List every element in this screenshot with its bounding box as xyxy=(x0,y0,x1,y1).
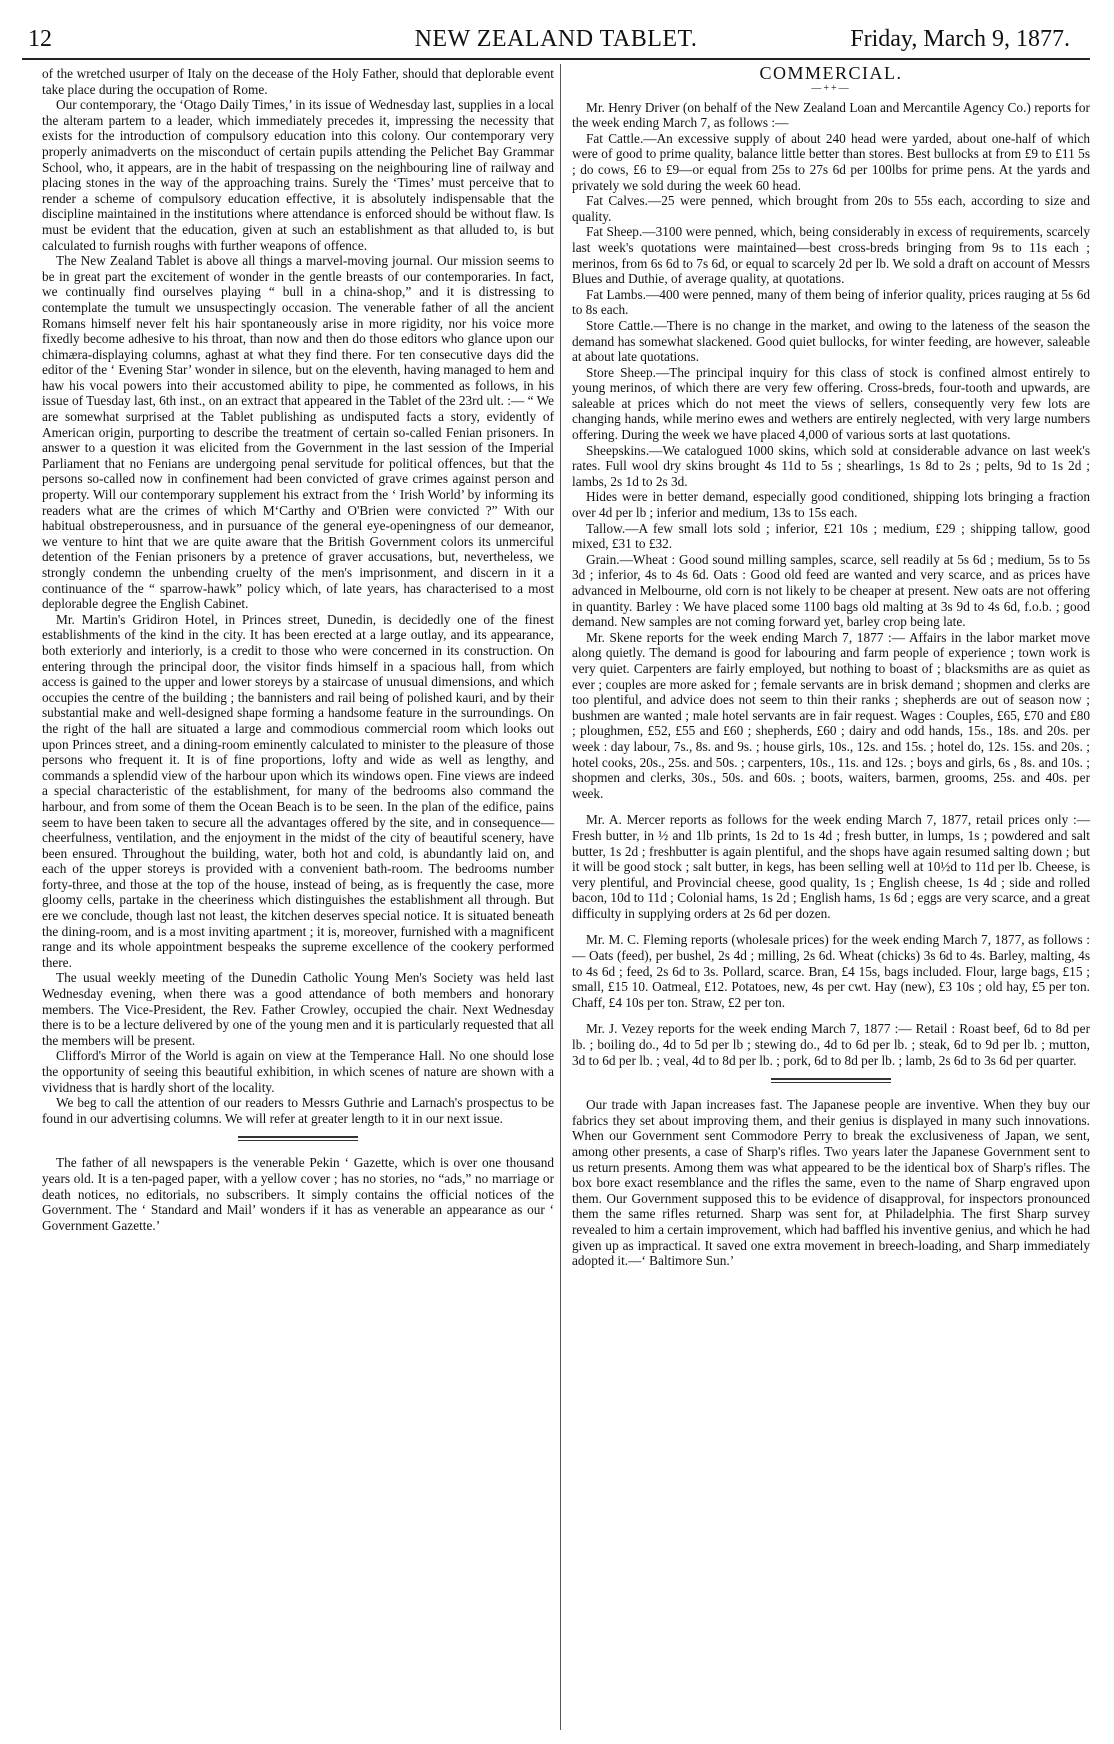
newspaper-page xyxy=(22,18,1090,1734)
paragraph-tablet-marvel: The New Zealand Tablet is above all things a marvel-moving journal. Our mission seems to be in great part the excitement of wonder in the gentle breasts of our contemporaries. In fact, we continually find ourselves playing “ bull in a china-shop,” and it is distressing to contemplate the tumult we unsuspectingly occasion. The venerable father of all the ancient Romans himself never felt his hair spontaneously arise in more rigidity, nor his voice more fixedly become adhesive to his throat, than now and then do those editors who glance upon our chimæra-displaying columns, aghast at what they find there. For ten consecutive days did the editor of the ‘ Evening Star’ wonder in silence, but on the eleventh, having managed to hem and haw his vocal powers into their accustomed ability to pipe, he commented as follows, in his issue of Tuesday last, 6th inst., on an extract that appeared in the Tablet of the 23rd ult. :— “ We are somewhat surprised at the Tablet publishing as undisputed facts a story, evidently of American origin, purporting to describe the treatment of certain so-called Fenian prisoners. In answer to a question it was elicited from the Government in the last session of the Imperial Parliament that no Fenians are undergoing penal servitude for political offences, but that the persons so-called now in confinement had been convicted of grave crimes against person and property. Will our contemporary supplement his extract from the ‘ Irish World’ by informing its readers what are the crimes of which M‘Carthy and O'Brien were convicted ?” With our habitual obstreperousness, and in pursuance of the general eye-openingness of our demeanor, we venture to hint that we are quite aware that the British Government colors its unmerciful detention of the Fenian prisoners by a pretence of graver accusations, but, nevertheless, we strongly condemn the unbending cruelty of the men's imprisonment, and discern in it a continuance of the “ sparrow-hawk” policy which, of late years, has characterised to a most deplorable degree the English Cabinet. xyxy=(42,253,554,612)
report-grain: Grain.—Wheat : Good sound milling samples, scarce, sell readily at 5s 6d ; medium, 5s to 5s 3d ; inferior, 4s to 4s 6d. Oats : Good old feed are wanted and very scarce, and as prices have advanced in Melbourne, old corn is not likely to be cheaper at present. New oats are not offering in quantity. Barley : We have placed some 1100 bags old malting at 3s 9d to 4s 6d, f.o.b. ; good demand. New samples are not coming forward yet, barley crop being late. xyxy=(572,551,1090,630)
spacer xyxy=(572,921,1090,932)
report-tallow: Tallow.—A few small lots sold ; inferior, £21 10s ; medium, £29 ; shipping tallow, good mixed, £31 to £32. xyxy=(572,520,1090,552)
paragraph-pekin-gazette: The father of all newspapers is the venerable Pekin ‘ Gazette, which is over one thousand years old. It is a ten-paged paper, with a yellow cover ; has no stories, no “ads,” no marriage or death notices, no editorials, no subscribers. It simply contains the official notices of the Government. The ‘ Standard and Mail’ wonders if it has as venerable an appearance as our ‘ Government Gazette.’ xyxy=(42,1155,554,1233)
issue-date: Friday, March 9, 1877. xyxy=(850,26,1070,52)
spacer xyxy=(572,1010,1090,1021)
page-number: 12 xyxy=(28,26,52,52)
report-mercer-retail: Mr. A. Mercer reports as follows for the week ending March 7, 1877, retail prices only :—Fresh butter, in ½ and 1lb prints, 1s 2d to 1s 4d ; fresh butter, in lumps, 1s ; powdered and salt butter, 1s 2d ; freshbutter is again plentiful, and the shops have again resumed salting down ; but it will be good stock ; salt butter, in kegs, has been selling well at 10½d to 11d per lb. Cheese, is very plentiful, and Provincial cheese, good quality, 1s ; English cheese, 1s 4d ; side and rolled bacon, 10d to 11d ; Colonial hams, 1s 2d ; English hams, 1s 6d ; eggs are very scarce, and a great difficulty in supplying orders at 2s 6d per dozen. xyxy=(572,812,1090,921)
right-column xyxy=(572,63,1090,1269)
report-fat-sheep: Fat Sheep.—3100 were penned, which, being considerably in excess of requirements, scarcely last week's quotations were maintained—best cross-breds bringing from 9s to 11s each ; merinos, from 6s 6d to 7s 6d, or equal to scarcely 2d per lb. We sold a draft on account of Messrs Blues and Duthie, of average quality, at quotations. xyxy=(572,224,1090,287)
report-store-sheep: Store Sheep.—The principal inquiry for this class of stock is confined almost entirely to young merinos, of which there are very few offering. Cross-breds, four-tooth and upwards, are saleable at prices which do not meet the views of sellers, consequently very few lots are changing hands, while merino ewes and wethers are entirely neglected, with very large numbers offering. During the week we have placed 4,000 of various sorts at last quotations. xyxy=(572,364,1090,443)
section-rule xyxy=(238,1136,358,1141)
report-fat-cattle: Fat Cattle.—An excessive supply of about 240 head were yarded, about one-half of which were of good to prime quality, balance little better than stores. Best bullocks at from £9 to £11 5s ; do cows, £6 to £9—or equal from 25s to 27s 6d per 100lbs for prime pens. At the yards and privately we sold during the week 60 head. xyxy=(572,130,1090,193)
section-rule xyxy=(771,1078,891,1083)
paragraph-cliffords-mirror: Clifford's Mirror of the World is again on view at the Temperance Hall. No one should lose the opportunity of seeing this beautiful exhibition, in which scenes of nature are shown with a vividness that is hardly short of the locality. xyxy=(42,1048,554,1095)
report-fat-lambs: Fat Lambs.—400 were penned, many of them being of inferior quality, prices rauging at 5s 6d to 8s each. xyxy=(572,286,1090,318)
paragraph-japan-trade: Our trade with Japan increases fast. The Japanese people are inventive. When they buy our fabrics they set about improving them, and their genius is displayed in many such innovations. When our Government sent Commodore Perry to break the exclusiveness of Japan, we sent, among other presents, a case of Sharp's rifles. Two years later the Japanese Government sent to us return presents. Among them was what appeared to be the identical box of Sharp's rifles. The box bore exact resemblance and the rifles the same, even to the name of Sharp engraved upon them. Our Government supposed this to be evidence of disapproval, for inspectors pronounced them the same rifles returned. Sharp was sent for, at Philadelphia. The first Sharp survey revealed to him a certain improvement, which had baffled his inventive genius, and which he had given up as impractical. It saved one extra movement in breech-loading, and Sharp immediately adopted it.—‘ Baltimore Sun.’ xyxy=(572,1097,1090,1269)
paragraph-rome-continuation: of the wretched usurper of Italy on the decease of the Holy Father, should that deplorable event take place during the occupation of Rome. xyxy=(42,66,554,97)
report-driver-intro: Mr. Henry Driver (on behalf of the New Zealand Loan and Mercantile Agency Co.) reports for the week ending March 7, as follows :— xyxy=(572,99,1090,131)
report-store-cattle: Store Cattle.—There is no change in the market, and owing to the lateness of the season the demand has somewhat slackened. Good quiet bullocks, for winter feeding, are however, saleable at about late quotations. xyxy=(572,317,1090,365)
report-vezey-meat: Mr. J. Vezey reports for the week ending March 7, 1877 :— Retail : Roast beef, 6d to 8d per lb. ; boiling do., 4d to 5d per lb ; stewing do., 4d to 6d per lb. ; steak, 6d to 9d per lb. ; mutton, 3d to 6d per lb. ; veal, 4d to 8d per lb. ; pork, 6d to 8d per lb. ; lamb, 2s 6d to 3s 6d per quarter. xyxy=(572,1021,1090,1068)
paragraph-young-mens-society: The usual weekly meeting of the Dunedin Catholic Young Men's Society was held last Wednesday evening, when there was a good attendance of both members and honorary members. The Vice-President, the Rev. Father Crowley, occupied the chair. Next Wednesday there is to be a lecture delivered by one of the young men and it is particularly requested that all the members will be present. xyxy=(42,970,554,1048)
left-column xyxy=(42,66,554,1233)
report-fat-calves: Fat Calves.—25 were penned, which brought from 20s to 55s each, according to size and quality. xyxy=(572,193,1090,224)
commercial-heading: COMMERCIAL. xyxy=(759,63,903,83)
report-sheepskins: Sheepskins.—We catalogued 1000 skins, which sold at considerable advance on last week's rates. Full wool dry skins brought 4s 11d to 5s ; shearlings, 1s 8d to 2s ; pelts, 9d to 1s 2d ; lambs, 2s 1d to 2s 3d. xyxy=(572,442,1090,489)
column-divider xyxy=(560,64,561,1730)
report-hides: Hides were in better demand, especially good conditioned, shipping lots bringing a fraction over 4d per lb ; inferior and medium, 13s to 15s each. xyxy=(572,489,1090,521)
paragraph-guthrie-larnach: We beg to call the attention of our readers to Messrs Guthrie and Larnach's prospectus to be found in our advertising columns. We will refer at greater length to it in our next issue. xyxy=(42,1095,554,1126)
publication-title: NEW ZEALAND TABLET. xyxy=(414,26,698,52)
masthead xyxy=(22,18,1090,60)
report-fleming-wholesale: Mr. M. C. Fleming reports (wholesale prices) for the week ending March 7, 1877, as follows : — Oats (feed), per bushel, 2s 4d ; milling, 2s 6d. Wheat (chicks) 3s 6d to 4s. Barley, malting, 4s to 4s 6d ; feed, 2s 6d to 3s. Pollard, scarce. Bran, £4 15s, bags included. Flour, large bags, £15 ; small, £15 10. Oatmeal, £12. Potatoes, new, 4s per cwt. Hay (new), £3 10s ; old hay, £5 per ton. Chaff, £4 10s per ton. Straw, £2 per ton. xyxy=(572,932,1090,1010)
paragraph-otago-daily-times: Our contemporary, the ‘Otago Daily Times,’ in its issue of Wednesday last, supplies in a local the alteram partem to a leader, which immediately precedes it, impressing the necessity that exists for the introduction of compulsory education into this colony. Our contemporary very properly animadverts on the misconduct of certain pupils attending the Pelichet Bay Grammar School, who, it appears, are in the habit of trespassing on the neighbouring line of railway and placing stones in the way of the approaching trains. Surely the ‘Times’ must perceive that to render a scheme of compulsory education effective, it is absolutely indispensable that the discipline maintained in the institutions where attendance is enforced should be without flaw. Is must be evident that the education, given at such an establishment as that alluded to, is but calculated to furnish roughs with further weapons of offence. xyxy=(42,97,554,253)
heading-ornament: —++— xyxy=(811,82,851,94)
paragraph-gridiron-hotel: Mr. Martin's Gridiron Hotel, in Princes street, Dunedin, is decidedly one of the finest establishments of the kind in the city. It has been erected at a large outlay, and its appearance, both exteriorly and interiorly, is a credit to those who were concerned in its construction. On entering through the principal door, the visitor finds himself in a spacious hall, from which access is gained to the upper and lower storeys by a staircase of unusual dimensions, and which occupies the centre of the building ; the bannisters and rail being of polished kauri, and by their substantial make and well-designed shape forming a handsome feature in the surroundings. On the right of the hall are situated a large and commodious commercial room which looks out upon Princes street, and a dining-room eminently calculated to minister to the pleasure of those persons who frequent it. It is of fine proportions, lofty and wide as well as lengthy, and commands a splendid view of the harbour upon which its windows open. Fine views are indeed a special characteristic of the establishment, for many of the bedrooms also command the harbour, and from some of them the Ocean Beach is to be seen. In the plan of the edifice, pains seem to have been taken to secure all the advantages offered by the site, and in consequence—cheerfulness, ventilation, and the enjoyment in the midst of the city of beautiful scenery, have been ensured. Throughout the building, water, both hot and cold, is abundantly laid on, and each of the upper storeys is provided with a convenient bath-room. The bedrooms number forty-three, and those at the top of the house, instead of being, as is frequently the case, more gloomy cells, partake in the cheeriness which distinguishes the establishment all through. But ere we conclude, though last not least, the kitchen deserves special notice. It is situated beneath the dining-room, and is a most inviting apartment ; it is, moreover, furnished with a magnificent range and its whole appointment bespeaks the supreme excellence of the cookery performed there. xyxy=(42,611,554,970)
report-skene-labour: Mr. Skene reports for the week ending March 7, 1877 :— Affairs in the labor market move along quietly. The demand is good for labouring and farm people of experience ; town work is very quiet. Carpenters are fairly employed, but nothing to boast of ; blacksmiths are as quiet as ever ; couples are more asked for ; female servants are in brisk demand ; shopmen and clerks are too plentiful, and advice does not seem to thin their ranks ; shepherds are out of season now ; bushmen are wanted ; male hotel servants are in fair request. Wages : Couples, £65, £70 and £80 ; ploughmen, £52, £55 and £60 ; shepherds, £60 ; dairy and odd hands, 15s., 18s. and 20s. per week : day labour, 7s., 8s. and 9s. ; house girls, 10s., 12s. and 15s. ; hotel do, 12s. 15s. and 20s. ; hotel cooks, 20s., 25s. and 50s. ; carpenters, 10s., 11s. and 12s. ; boys and girls, 6s , 8s. and 10s. ; shopmen and clerks, 30s., 50s. and 60s. ; boots, waiters, barmen, grooms, 25s. and 40s. per week. xyxy=(572,629,1090,801)
spacer xyxy=(572,801,1090,812)
